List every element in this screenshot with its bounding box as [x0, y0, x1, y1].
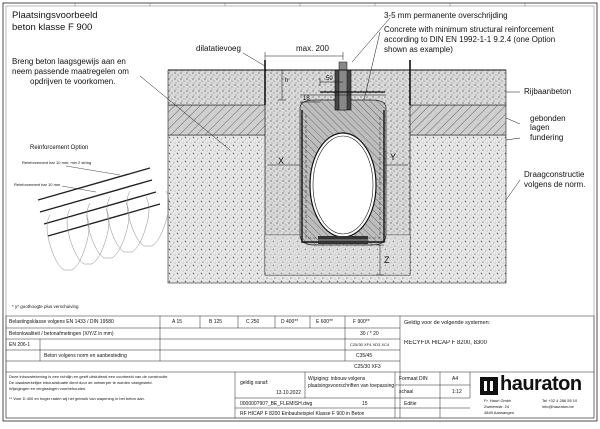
tb-address-2: Zweiernstr. 24: [484, 404, 510, 409]
tb-row3-value: C35/45: [356, 353, 373, 359]
dim-50: 50: [326, 76, 333, 82]
tb-class-e: E 600**: [316, 319, 333, 325]
tb-valid-for: Geldig voor de volgende systemen:: [404, 320, 491, 326]
foundation-label: fundering: [530, 133, 564, 142]
tb-systems: RECYFIX HICAP F 8200, 8300: [404, 340, 487, 346]
tb-disclaimer-4: ** Voor D 400 en hoger raden wij het gebruik van wapening in het beton aan.: [9, 396, 145, 401]
dim-x: X: [278, 156, 285, 166]
tb-email: info@hauraton.be: [542, 404, 574, 409]
bearing-label-1: Draagconstructie: [524, 170, 585, 179]
channel-cavity: [310, 133, 376, 237]
footnote: * y* goothoogte plus verschuiving: [12, 304, 79, 309]
tb-row4-value: C25/30 XF3: [354, 364, 381, 370]
dim-y: Y: [390, 152, 397, 162]
tb-row2-value: C25/30 XF4 XD3 XC4: [350, 342, 390, 347]
bearing-label-2: volgens de norm.: [524, 180, 586, 189]
dim-z: Z: [384, 255, 390, 265]
tb-edition: Editie: [404, 401, 417, 407]
tb-phone: Tel +32 4 286 55 10: [542, 398, 578, 403]
tb-disclaimer-3: Wijzigingen en vergissingen voorbehouden.: [9, 386, 87, 391]
dilatation-joint-label: dilatatievoeg: [196, 44, 241, 53]
reinforcement-option-label: Reinforcement Option: [30, 145, 89, 151]
tb-row2-label: EN 206-1: [9, 342, 31, 348]
concrete-note-1: Concrete with minimum structural reinforcement: [384, 25, 554, 34]
tb-format-label: Formaat DIN: [399, 376, 428, 382]
tb-class-a: A 15: [172, 319, 183, 325]
hauraton-logo-mark: [480, 377, 498, 395]
tb-address-3: 4849 Aarwangen: [484, 410, 515, 415]
title-line-1: Plaatsingsvoorbeeld: [12, 10, 98, 21]
advice-line-1: Breng beton laagsgewijs aan en: [12, 57, 126, 66]
base-rebars: [318, 236, 368, 244]
tb-valid-from: 13.10.2022: [276, 390, 302, 396]
tb-row1-value: 30 / * 20: [360, 331, 379, 337]
tb-disclaimer-1: Deze inbouwtekening is een richtlijn en geeft uitsluitend een voorbeeld van de constructie.: [9, 374, 169, 379]
tb-file-name: 000000?90?_BE_FLEMISH.dwg: [240, 401, 313, 407]
road-concrete-label: Rijbaanbeton: [524, 87, 572, 96]
tb-description: RF HICAP F 8200 Einbaubeispiel Klasse F 900 in Beton: [240, 411, 365, 417]
permanent-overshoot-note: 3-5 mm permanente overschrijding: [384, 11, 508, 20]
tb-sheet-no: 15: [362, 401, 368, 407]
rebar-note-1: Reinforcement bar 10 mm; min 2 string: [22, 160, 92, 165]
company-logo: hauraton: [500, 373, 582, 395]
tb-row3-label: Beton volgens norm en aanbesteding: [44, 353, 127, 359]
tb-address-1: Fr. Hauri Gmbh: [484, 398, 512, 403]
tb-change-note-2: plaatsingsvoorschriften van toepassing: [308, 383, 395, 389]
tb-scale-label: schaal: [399, 389, 414, 395]
tb-change-note-1: Wijziging: inbouw volgens: [308, 376, 366, 382]
bound-layers-label-1: gebonden: [530, 114, 566, 123]
tb-class-f: F 900**: [353, 319, 370, 325]
advice-line-2: neem passende maatregelen om: [12, 67, 129, 76]
concrete-note-2: according to DIN EN 1992-1-1 9.2.4 (one Option: [384, 35, 556, 44]
max-200-label: max. 200: [296, 44, 329, 53]
tb-format-value: A4: [452, 376, 459, 382]
bound-layers-label-2: lagen: [530, 123, 550, 132]
dim-h: h: [285, 78, 289, 84]
tb-valid-from-label: geldig vanaf:: [240, 380, 269, 386]
tb-class-b: B 125: [209, 319, 223, 325]
tb-row1-label: Betonkwaliteit / betonafmetingen (X/Y/Z in mm): [9, 331, 114, 337]
title-line-2: beton klasse F 900: [12, 22, 93, 33]
dim-18: 18: [303, 96, 310, 102]
tb-class-header: Belastingsklasse volgens EN 1433 / DIN 19580: [9, 319, 114, 325]
tb-class-c: C 250: [246, 319, 260, 325]
tb-disclaimer-2: De daadwerkelijke inbouwsituatie dient door de ontwerper te worden vastgesteld.: [9, 380, 153, 385]
tb-scale-value: 1:12: [452, 389, 462, 395]
advice-line-3: opdrijven te voorkomen.: [30, 77, 116, 86]
concrete-note-3: shown as example): [384, 45, 453, 54]
tb-class-d: D 400**: [281, 319, 299, 325]
rebar-note-2: Reinforcement bar 10 mm: [14, 182, 61, 187]
